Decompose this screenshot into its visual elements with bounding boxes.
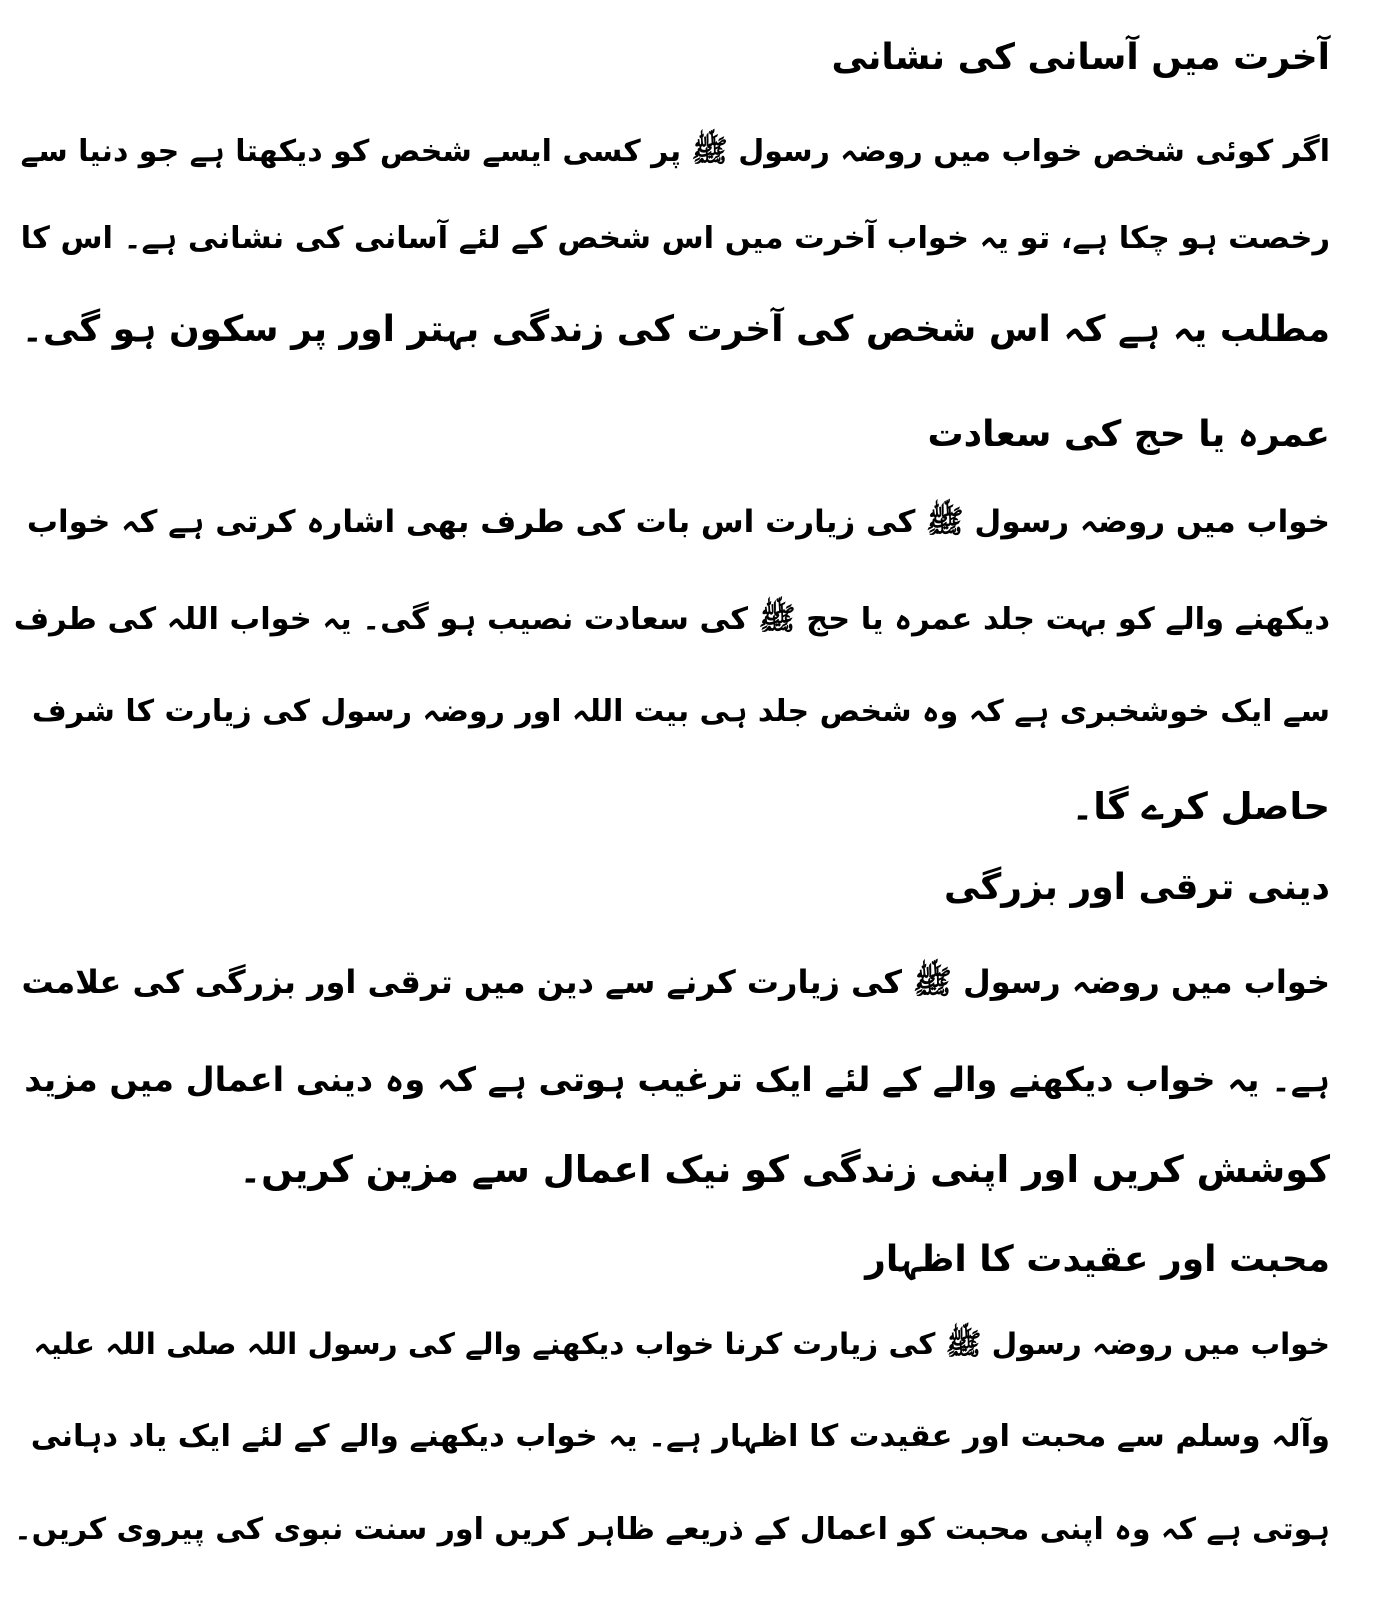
paragraph-line: خواب میں روضہ رسول ﷺ کی زیارت اس بات کی طرف بھی اشارہ کرتی ہے کہ خواب <box>26 504 1330 540</box>
paragraph-line: مطلب یہ ہے کہ اس شخص کی آخرت کی زندگی بہتر اور پر سکون ہو گی۔ <box>21 309 1330 350</box>
paragraph-line: ہے۔ یہ خواب دیکھنے والے کے لئے ایک ترغیب ہوتی ہے کہ وہ دینی اعمال میں مزید <box>24 1060 1330 1099</box>
paragraph-line: سے ایک خوشخبری ہے کہ وہ شخص جلد ہی بیت اللہ اور روضہ رسول کی زیارت کا شرف <box>31 694 1330 729</box>
section-heading: محبت اور عقیدت کا اظہار <box>865 1239 1330 1280</box>
section-heading: دینی ترقی اور بزرگی <box>943 867 1330 908</box>
paragraph-line: رخصت ہو چکا ہے، تو یہ خواب آخرت میں اس شخص کے لئے آسانی کی نشانی ہے۔ اس کا <box>20 221 1330 256</box>
paragraph-line: خواب میں روضہ رسول ﷺ کی زیارت کرنے سے دین میں ترقی اور بزرگی کی علامت <box>21 963 1330 1001</box>
paragraph-line: ہوتی ہے کہ وہ اپنی محبت کو اعمال کے ذریعے ظاہر کریں اور سنت نبوی کی پیروی کریں۔ <box>14 1512 1330 1547</box>
section-heading: عمرہ یا حج کی سعادت <box>927 414 1330 455</box>
paragraph-line: دیکھنے والے کو بہت جلد عمرہ یا حج ﷺ کی سعادت نصیب ہو گی۔ یہ خواب اللہ کی طرف <box>13 602 1330 637</box>
paragraph-line: حاصل کرے گا۔ <box>1071 785 1330 828</box>
paragraph-line: اگر کوئی شخص خواب میں روضہ رسول ﷺ پر کسی ایسے شخص کو دیکھتا ہے جو دنیا سے <box>20 134 1330 169</box>
paragraph-line: خواب میں روضہ رسول ﷺ کی زیارت کرنا خواب دیکھنے والے کی رسول اللہ صلی اللہ علیہ <box>33 1327 1330 1361</box>
paragraph-line: کوشش کریں اور اپنی زندگی کو نیک اعمال سے مزین کریں۔ <box>239 1148 1330 1191</box>
paragraph-line: وآلہ وسلم سے محبت اور عقیدت کا اظہار ہے۔ یہ خواب دیکھنے والے کے لئے ایک یاد دہانی <box>30 1419 1330 1454</box>
section-heading: آخرت میں آسانی کی نشانی <box>831 37 1330 78</box>
